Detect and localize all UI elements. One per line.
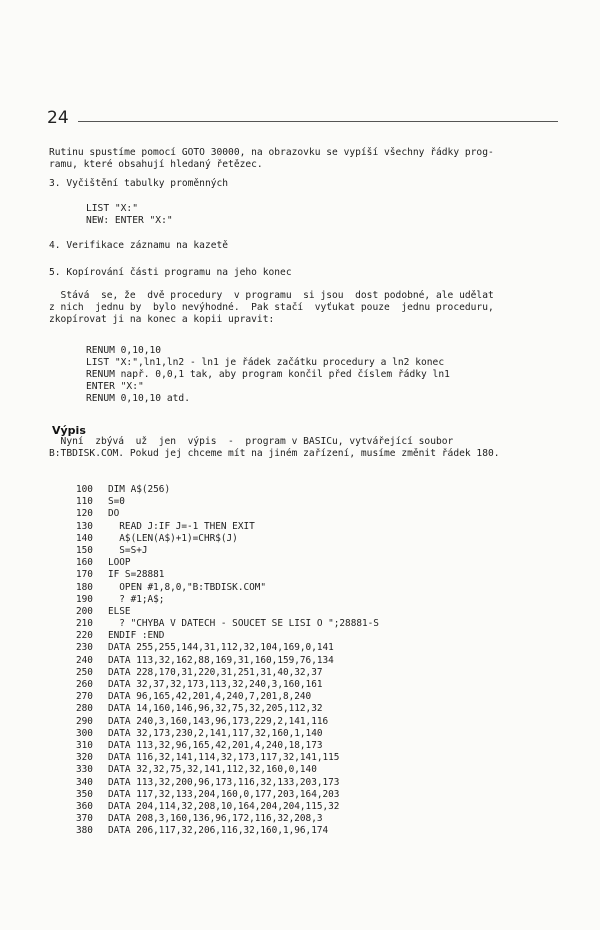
listing-line-number: 350 [76,788,93,800]
listing-line-number: 320 [76,752,93,764]
listing-line-number: 180 [76,581,93,593]
listing-line-code: DATA 117,32,133,204,160,0,177,203,164,203 [108,788,340,800]
vypis-paragraph-2: B:TBDISK.COM. Pokud jej chceme mít na jiném zařízení, musíme změnit řádek 180. [49,448,500,459]
listing-line-number: 120 [76,508,93,520]
listing-line [76,569,379,581]
section-5-code-5: RENUM 0,10,10 atd. [86,393,190,404]
listing-line [76,728,379,740]
listing-line [76,740,379,752]
listing-line [76,545,379,557]
section-5-title: 5. Kopírování části programu na jeho konec [49,267,292,278]
listing-line [76,484,379,496]
listing-line [76,594,379,606]
listing-line-code: DATA 228,170,31,220,31,251,31,40,32,37 [108,666,323,678]
listing-line [76,496,379,508]
section-3-code-1: LIST "X:" [86,203,138,214]
listing-line [76,691,379,703]
listing-line-code: DATA 240,3,160,143,96,173,229,2,141,116 [108,715,329,727]
listing-line [76,703,379,715]
listing-line [76,521,379,533]
section-4-title: 4. Verifikace záznamu na kazetě [49,240,229,251]
listing-line [76,679,379,691]
listing-line-number: 280 [76,703,93,715]
listing-line-number: 150 [76,544,93,556]
listing-line-code: DATA 32,32,75,32,141,112,32,160,0,140 [108,764,317,776]
listing-line-number: 110 [76,496,93,508]
section-5-code-1: RENUM 0,10,10 [86,345,162,356]
listing-line-code: ENDIF :END [108,630,165,642]
vypis-heading: Výpis [52,424,86,437]
listing-line [76,789,379,801]
listing-line [76,777,379,789]
listing-line-number: 260 [76,679,93,690]
listing-line-code: ? #1;A$; [108,593,165,605]
listing-line-code: DATA 208,3,160,136,96,172,116,32,208,3 [108,813,323,825]
listing-line [76,667,379,679]
listing-line-code: DATA 206,117,32,206,116,32,160,1,96,174 [108,825,329,837]
listing-line-number: 200 [76,605,93,617]
header-rule [78,121,558,122]
listing-line [76,630,379,642]
listing-line-number: 290 [76,715,93,727]
listing-line-code: DATA 255,255,144,31,112,32,104,169,0,141 [108,642,334,654]
listing-line-code: DATA 113,32,200,96,173,116,32,133,203,173 [108,776,340,788]
listing-line-number: 190 [76,593,93,605]
intro-line-2: ramu, které obsahují hledaný řetězec. [49,159,263,170]
page-number: 24 [47,108,69,128]
listing-line-number: 270 [76,691,93,703]
listing-line-code: DATA 204,114,32,208,10,164,204,204,115,32 [108,800,340,812]
listing-line-code: A$(LEN(A$)+1)=CHR$(J) [108,532,238,544]
section-3-code-2: NEW: ENTER "X:" [86,215,173,226]
listing-line-number: 340 [76,776,93,788]
listing-line-number: 240 [76,654,93,666]
listing-line-code: LOOP [108,557,131,569]
section-5-code-3: RENUM např. 0,0,1 tak, aby program končil před číslem řádky ln1 [86,369,450,380]
listing-line [76,825,379,837]
section-5-paragraph-3: zkopírovat ji na konec a kopii upravit: [49,314,275,325]
listing-line-number: 380 [76,825,93,837]
section-3-title: 3. Vyčištění tabulky proměnných [49,178,229,189]
listing-line-number: 310 [76,739,93,751]
listing-line [76,813,379,825]
listing-line-code: OPEN #1,8,0,"B:TBDISK.COM" [108,581,267,593]
listing-line-number: 140 [76,532,93,544]
listing-line-code: DATA 14,160,146,96,32,75,32,205,112,32 [108,703,323,715]
vypis-paragraph-1: Nyní zbývá už jen výpis - program v BASICu, vytvářející soubor [49,436,454,447]
listing-line-code: S=0 [108,496,125,508]
section-5-code-4: ENTER "X:" [86,381,144,392]
listing-line-code: DIM A$(256) [108,484,171,495]
listing-line-number: 210 [76,618,93,630]
intro-line-1: Rutinu spustíme pomocí GOTO 30000, na obrazovku se vypíší všechny řádky prog- [49,147,494,158]
listing-line [76,508,379,520]
listing-line-code: DO [108,508,120,520]
listing-line-number: 220 [76,630,93,642]
listing-line-code: DATA 113,32,96,165,42,201,4,240,18,173 [108,739,323,751]
listing-line [76,642,379,654]
listing-line-code: DATA 113,32,162,88,169,31,160,159,76,134 [108,654,334,666]
listing-line-number: 160 [76,557,93,569]
listing-line-number: 230 [76,642,93,654]
listing-line-code: DATA 32,173,230,2,141,117,32,160,1,140 [108,727,323,739]
listing-line [76,582,379,594]
listing-line-number: 300 [76,727,93,739]
listing-line-code: READ J:IF J=-1 THEN EXIT [108,520,255,532]
listing-line-number: 250 [76,666,93,678]
listing-line-number: 370 [76,813,93,825]
listing-line [76,801,379,813]
listing-line-code: ELSE [108,605,131,617]
section-5-paragraph-1: Stává se, že dvě procedury v programu si jsou dost podobné, ale udělat [49,290,494,301]
listing-line-code: IF S=28881 [108,569,165,581]
listing-line-number: 130 [76,520,93,532]
listing-line-code: DATA 32,37,32,173,113,32,240,3,160,161 [108,679,323,690]
listing-line [76,533,379,545]
listing-line-number: 100 [76,484,93,495]
section-5-paragraph-2: z nich jednu by bylo nevýhodné. Pak stačí vyťukat pouze jednu proceduru, [49,302,494,313]
listing-line [76,752,379,764]
listing-line-code: ? "CHYBA V DATECH - SOUCET SE LISI O ";28881-S [108,618,379,630]
listing-line [76,557,379,569]
listing-line [76,655,379,667]
basic-listing [76,484,379,837]
listing-line-code: DATA 116,32,141,114,32,173,117,32,141,115 [108,752,340,764]
listing-line-number: 330 [76,764,93,776]
listing-line [76,716,379,728]
listing-line [76,764,379,776]
listing-line [76,606,379,618]
listing-line-code: S=S+J [108,544,148,556]
listing-line-number: 170 [76,569,93,581]
listing-line-code: DATA 96,165,42,201,4,240,7,201,8,240 [108,691,312,703]
listing-line [76,618,379,630]
section-5-code-2: LIST "X:",ln1,ln2 - ln1 je řádek začátku procedury a ln2 konec [86,357,445,368]
listing-line-number: 360 [76,800,93,812]
